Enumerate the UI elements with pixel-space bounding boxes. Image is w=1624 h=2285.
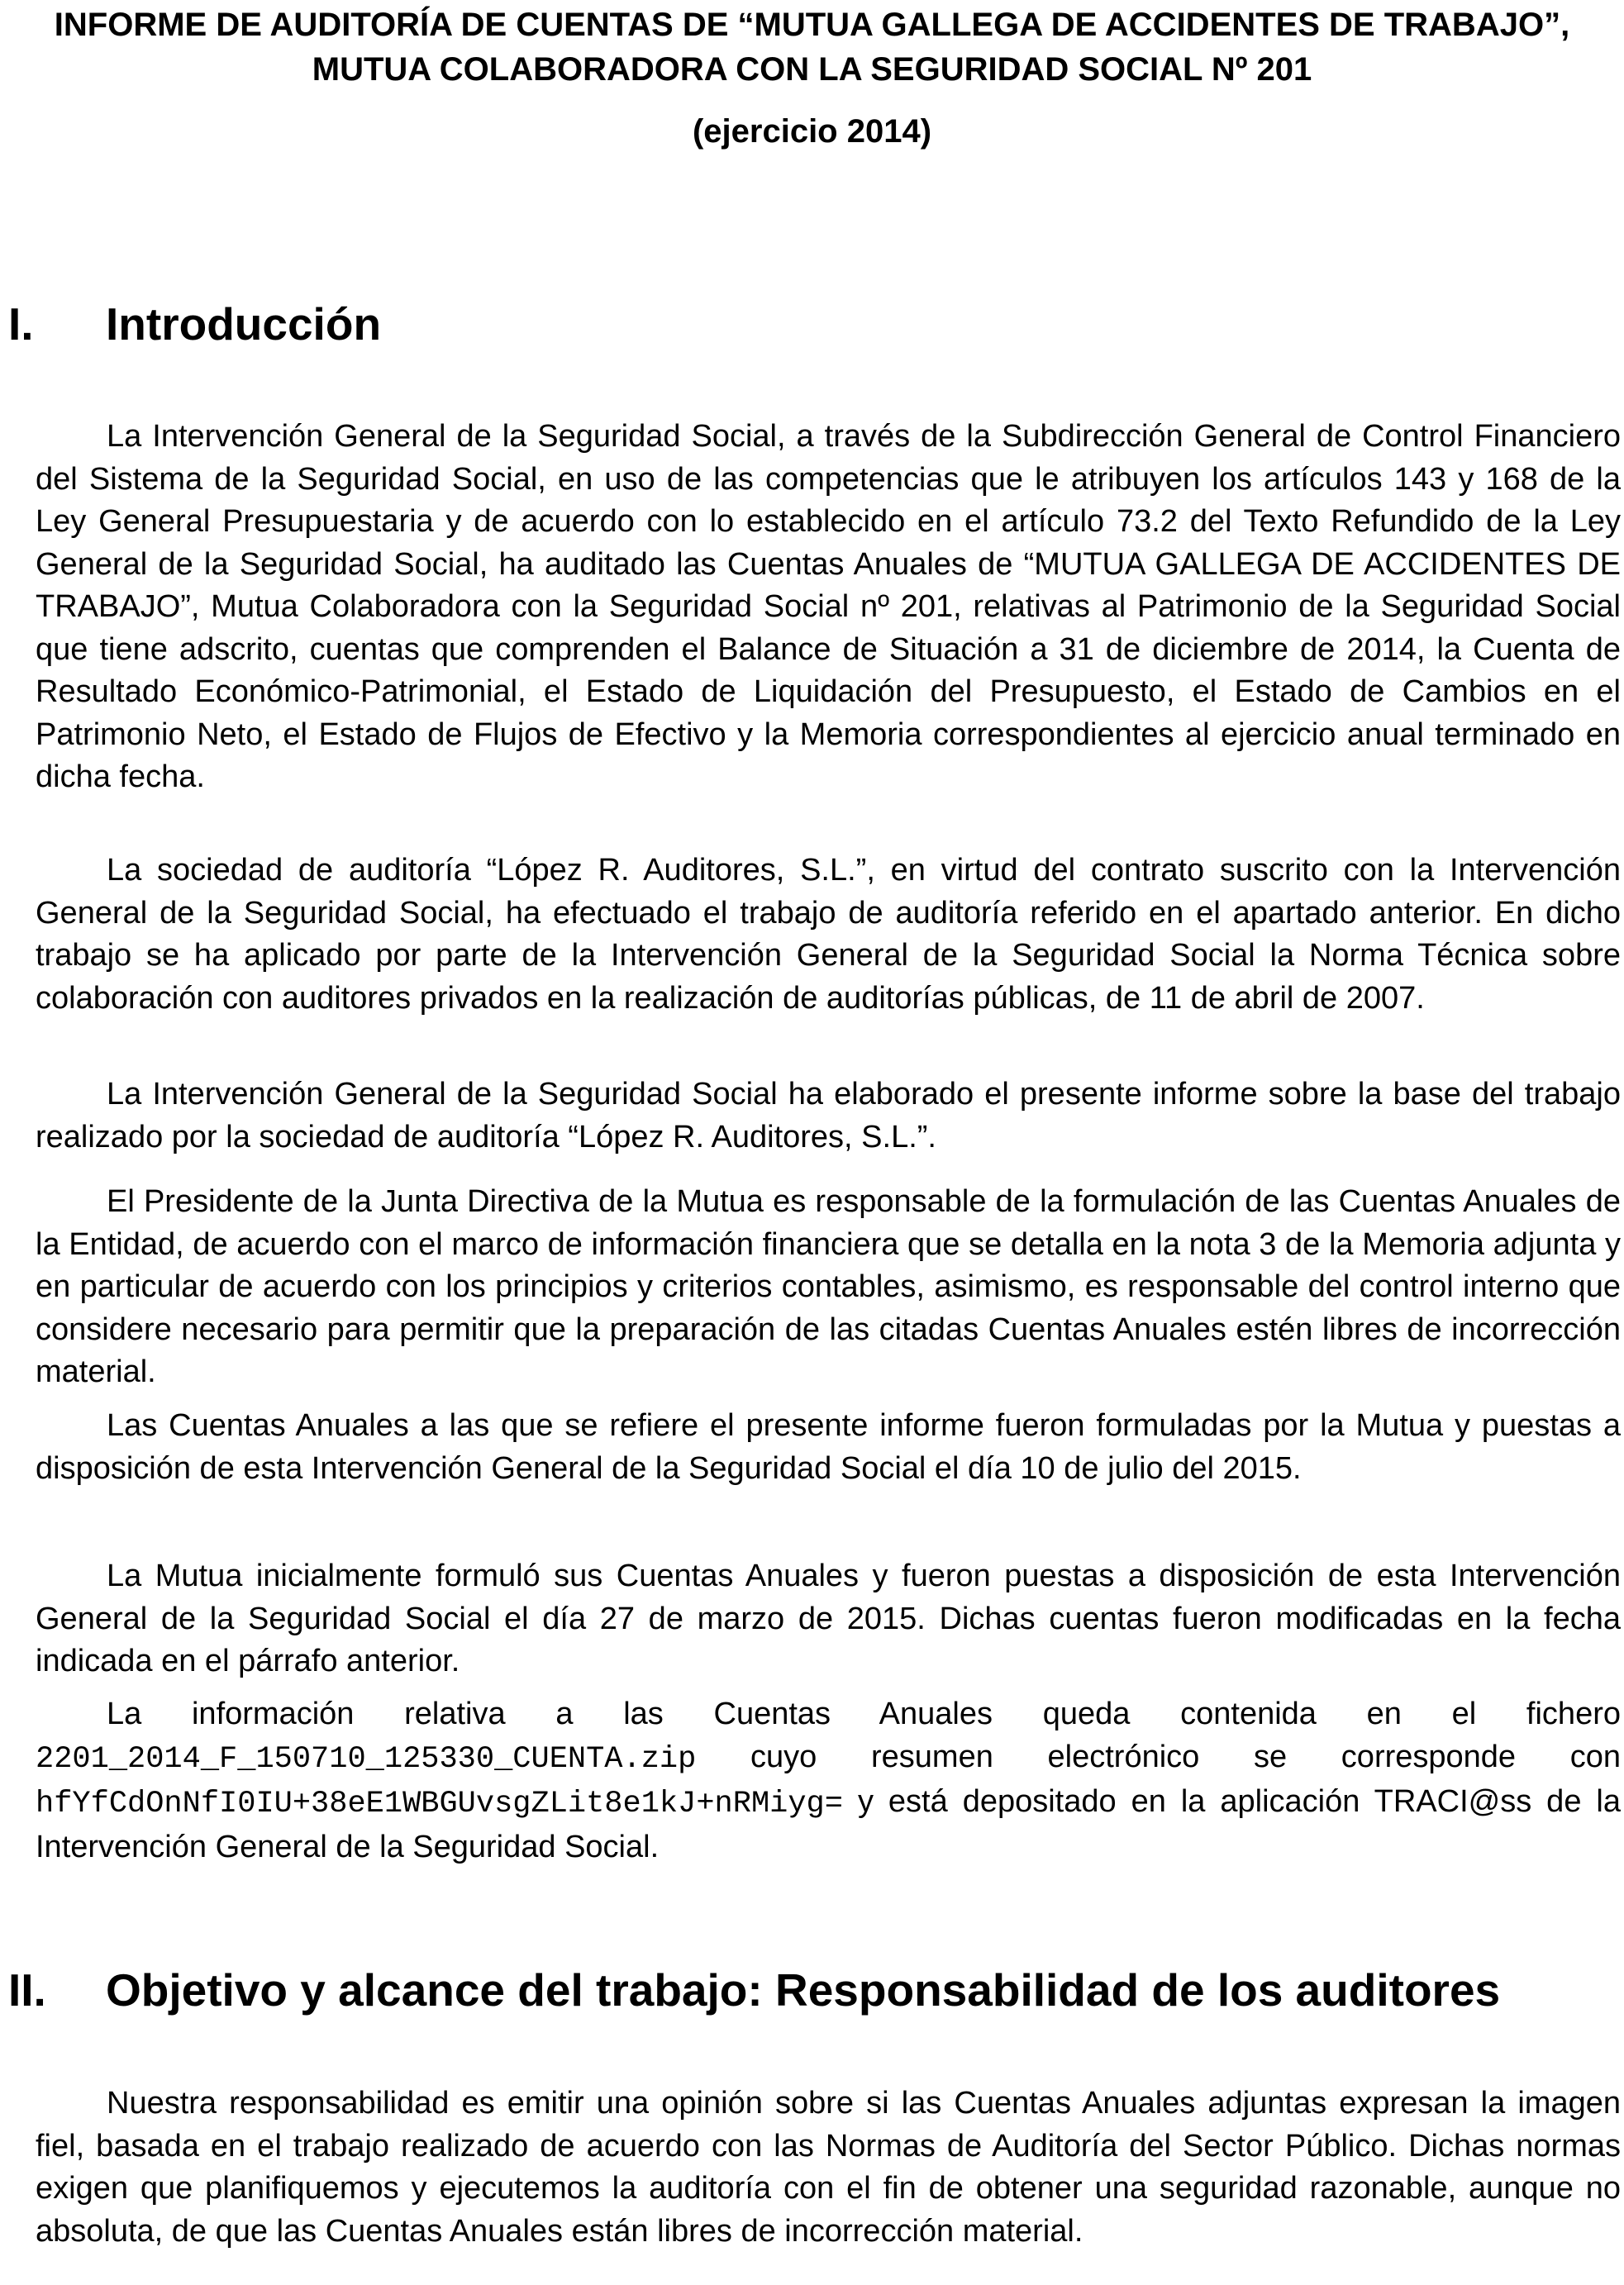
section-heading-objetivo xyxy=(8,1963,1500,2017)
section-number: I. xyxy=(8,298,34,350)
paragraph: La Intervención General de la Seguridad Social ha elaborado el presente informe sobre la base del trabajo realizado por la sociedad de auditoría “López R. Auditores, S.L.”. xyxy=(36,1077,1621,1154)
paragraph: Nuestra responsabilidad es emitir una opinión sobre si las Cuentas Anuales adjuntas expresan la imagen fiel, basada en el trabajo realizado de acuerdo con las Normas de Auditoría del Sector Público. Dichas normas exigen que planifiquemos y ejecutemos la auditoría con el fin de obtener una seguridad razonable, aunque no absoluta, de que las Cuentas Anuales están libres de incorrección material. xyxy=(36,2086,1621,2249)
paragraph: La sociedad de auditoría “López R. Auditores, S.L.”, en virtud del contrato suscrito con la Intervención General de la Seguridad Social, ha efectuado el trabajo de auditoría referido en el apartado anterior. En dicho trabajo se ha aplicado por parte de la Intervención General de la Seguridad Social la Norma Técnica sobre colaboración con auditores privados en la realización de auditorías públicas, de 11 de abril de 2007. xyxy=(36,853,1621,1016)
file-info-text: y está depositado en la aplicación TRACI@ss de la Intervención General de la Seguridad Social. xyxy=(36,1784,1621,1864)
paragraph: La Mutua inicialmente formuló sus Cuentas Anuales y fueron puestas a disposición de esta Intervención General de la Seguridad Social el día 27 de marzo de 2015. Dichas cuentas fueron modificadas en la fecha indicada en el párrafo anterior. xyxy=(36,1559,1621,1678)
report-title: INFORME DE AUDITORÍA DE CUENTAS DE “MUTUA GALLEGA DE ACCIDENTES DE TRABAJO”, MUTUA COLABORADORA CON LA SEGURIDAD SOCIAL Nº 201 xyxy=(54,7,1570,88)
file-info-paragraph xyxy=(36,1693,1621,1868)
file-name: 2201_2014_F_150710_125330_CUENTA.zip xyxy=(36,1741,697,1777)
section-number: II. xyxy=(8,1964,46,2016)
file-hash: hfYfCdOnNfI0IU+38eE1WBGUvsgZLit8e1kJ+nRMiyg= xyxy=(36,1787,843,1821)
section-title: Introducción xyxy=(106,298,382,350)
file-info-text: cuyo resumen electrónico se corresponde con xyxy=(750,1739,1622,1774)
paragraph: Las Cuentas Anuales a las que se refiere el presente informe fueron formuladas por la Mutua y puestas a disposición de esta Intervención General de la Seguridad Social el día 10 de julio del 2015. xyxy=(36,1408,1621,1486)
paragraph: El Presidente de la Junta Directiva de la Mutua es responsable de la formulación de las Cuentas Anuales de la Entidad, de acuerdo con el marco de información financiera que se detalla en la nota 3 de la Memoria adjunta y en particular de acuerdo con los principios y criterios contables, asimismo, es responsable del control interno que considere necesario para permitir que la preparación de las citadas Cuentas Anuales estén libres de incorrección material. xyxy=(36,1184,1621,1389)
report-subtitle: (ejercicio 2014) xyxy=(692,113,932,150)
section-title: Objetivo y alcance del trabajo: Responsabilidad de los auditores xyxy=(106,1964,1501,2016)
paragraph: La Intervención General de la Seguridad Social, a través de la Subdirección General de Control Financiero del Sistema de la Seguridad Social, en uso de las competencias que le atribuyen los artículos 143 y 168 de la Ley General Presupuestaria y de acuerdo con lo establecido en el artículo 73.2 del Texto Refundido de la Ley General de la Seguridad Social, ha auditado las Cuentas Anuales de “MUTUA GALLEGA DE ACCIDENTES DE TRABAJO”, Mutua Colaboradora con la Seguridad Social nº 201, relativas al Patrimonio de la Seguridad Social que tiene adscrito, cuentas que comprenden el Balance de Situación a 31 de diciembre de 2014, la Cuenta de Resultado Económico-Patrimonial, el Estado de Liquidación del Presupuesto, el Estado de Cambios en el Patrimonio Neto, el Estado de Flujos de Efectivo y la Memoria correspondientes al ejercicio anual terminado en dicha fecha. xyxy=(36,419,1621,794)
section-heading-introduccion xyxy=(8,297,381,351)
file-info-text: La información relativa a las Cuentas Anuales queda contenida en el fichero xyxy=(107,1697,1621,1731)
